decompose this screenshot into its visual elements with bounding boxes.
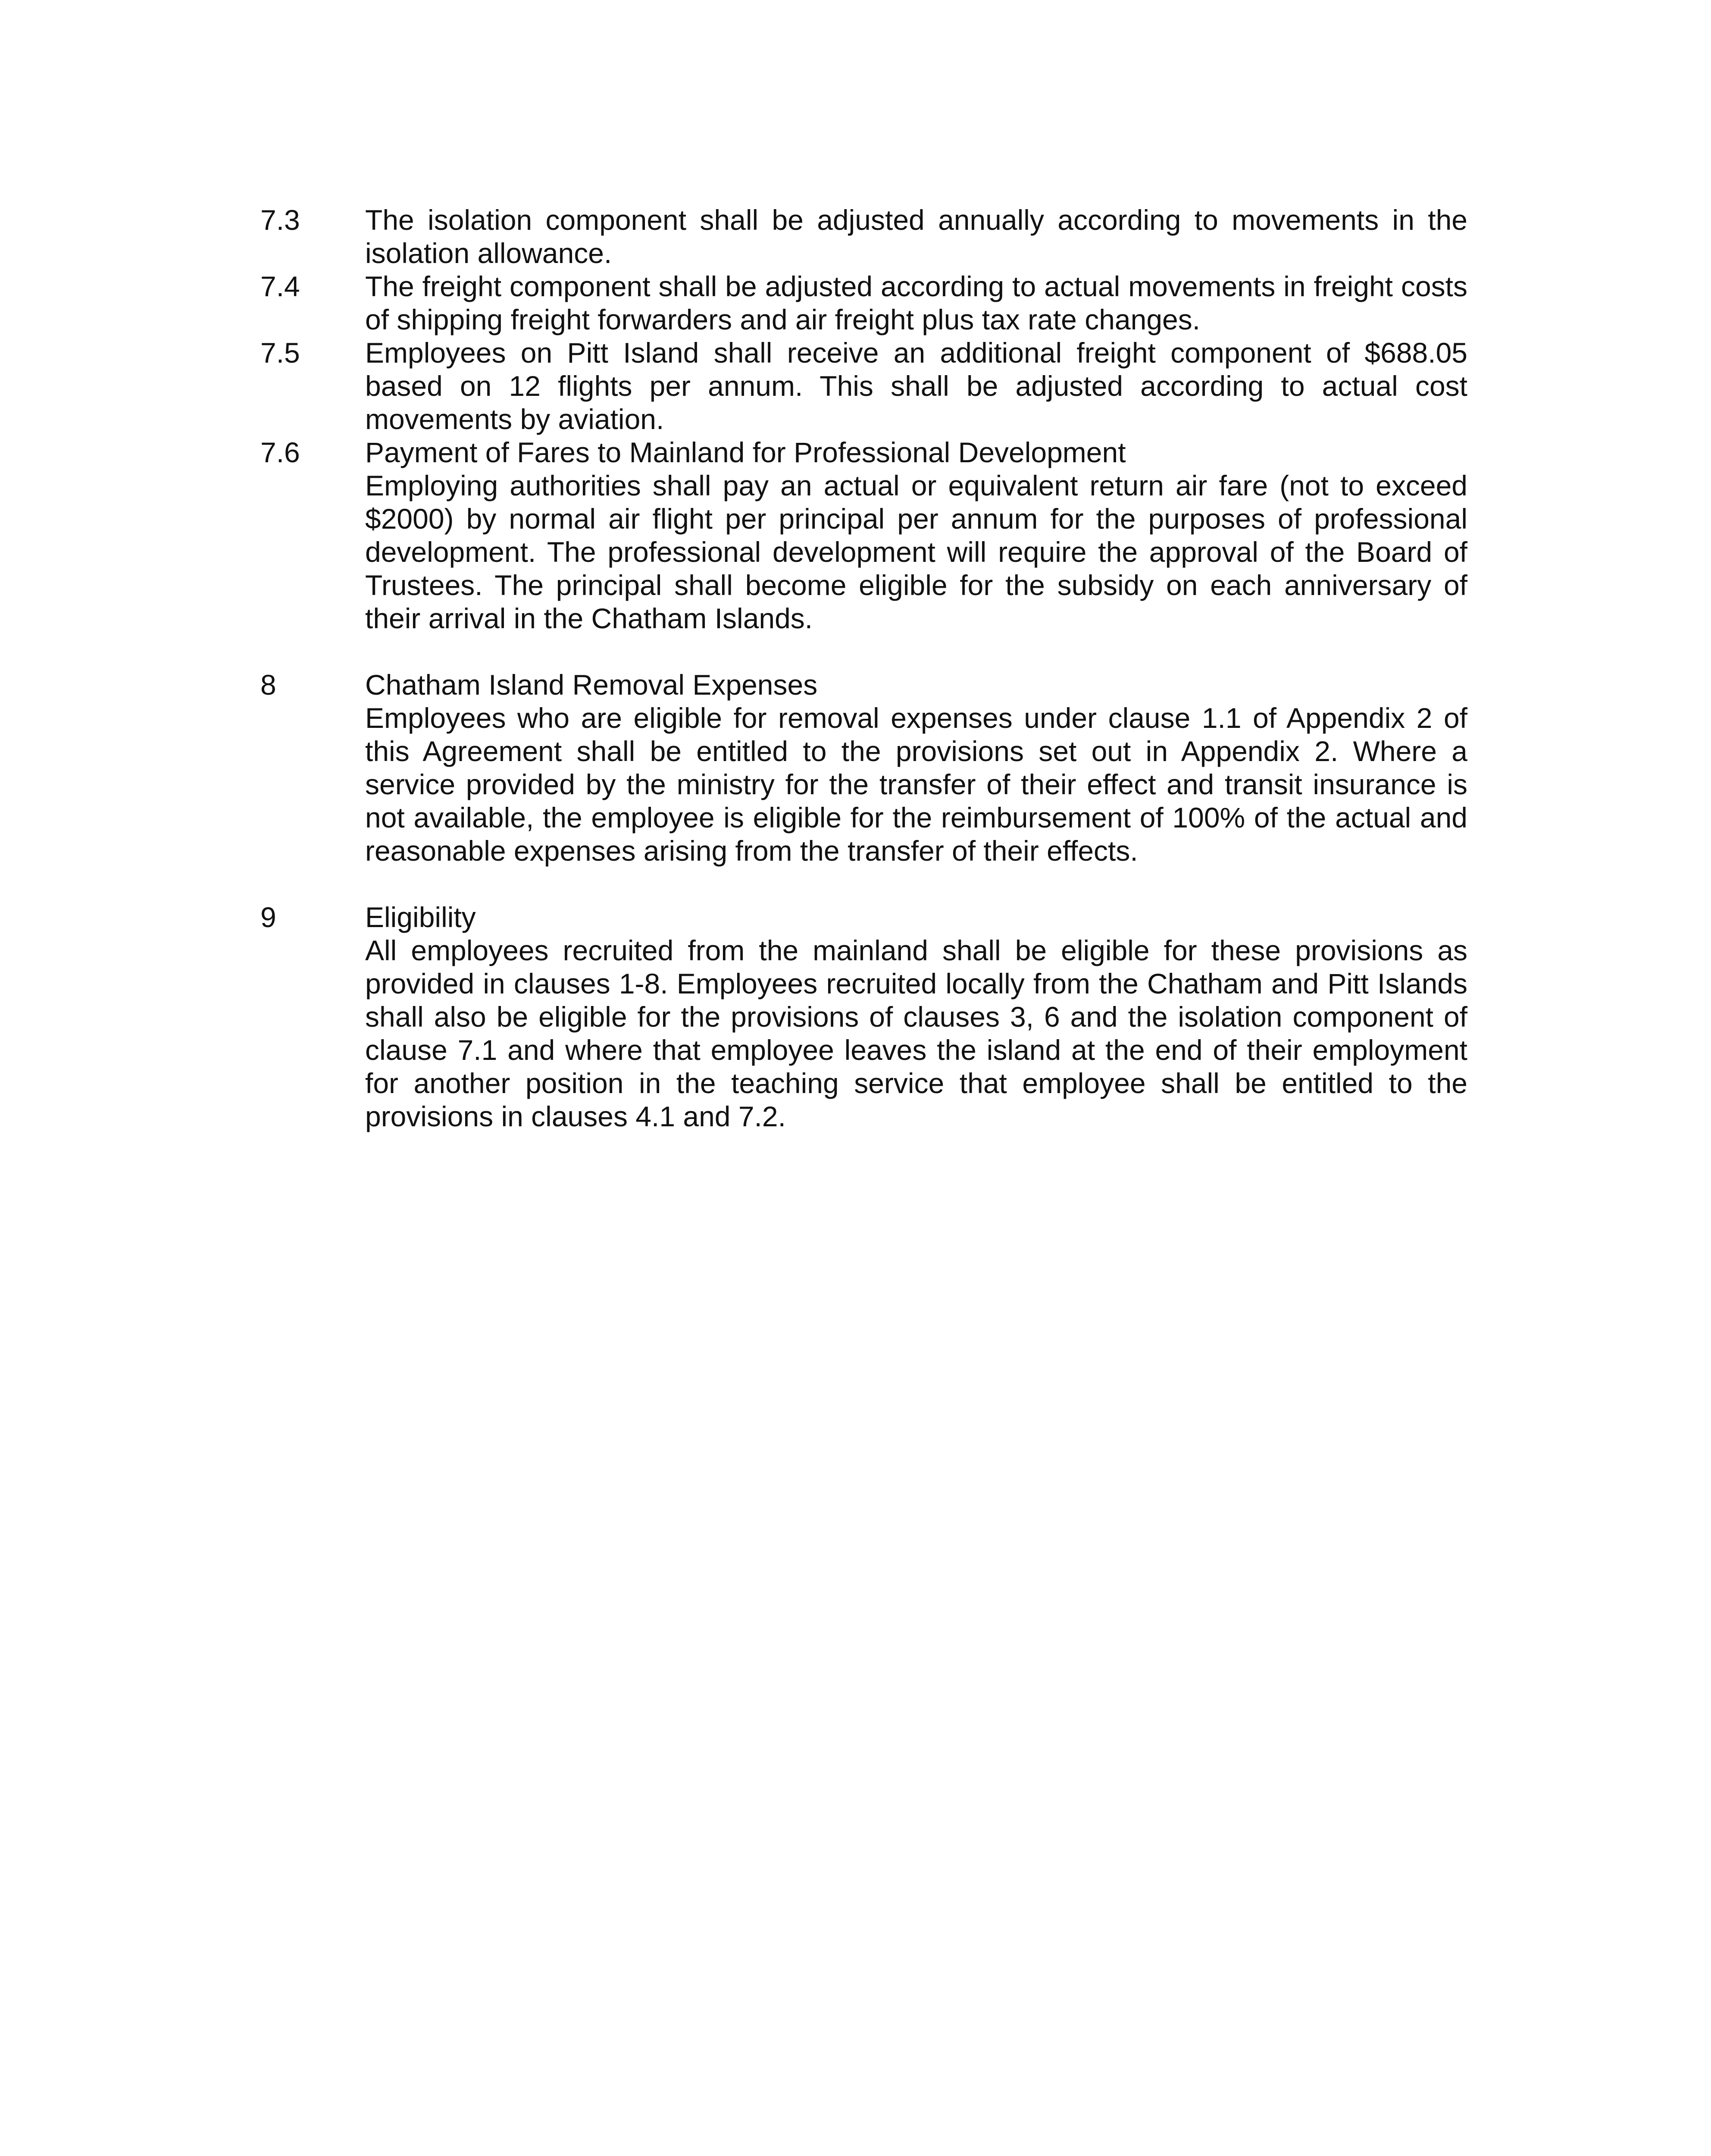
clause-number: 7.3 [260, 204, 300, 236]
clause-text: Employing authorities shall pay an actual or equivalent return air fare (not to exceed $2000) by normal air flight per principal per annum for the purposes of professional development. The professional development will require the approval of the Board of Trustees. The principal shall become eligible for the subsidy on each anniversary of their arrival in the Chatham Islands. [365, 470, 1467, 634]
clause-number: 7.5 [260, 337, 300, 369]
clause-7-5 [260, 336, 1467, 436]
paragraph-spacer [260, 868, 1467, 901]
clause-number: 8 [260, 669, 276, 701]
clause-heading: Payment of Fares to Mainland for Professional Development [365, 436, 1126, 468]
clause-text: The freight component shall be adjusted according to actual movements in freight costs of shipping freight forwarders and air freight plus tax rate changes. [365, 270, 1467, 335]
clause-text: All employees recruited from the mainland shall be eligible for these provisions as provided in clauses 1-8. Employees recruited locally from the Chatham and Pitt Islands shall also be eligible for the provisions of clauses 3, 6 and the isolation component of clause 7.1 and where that employee leaves the island at the end of their employment for another position in the teaching service that employee shall be entitled to the provisions in clauses 4.1 and 7.2. [365, 934, 1467, 1132]
clause-7-4 [260, 270, 1467, 336]
document-body [260, 204, 1467, 1133]
clause-number: 7.4 [260, 270, 300, 302]
clause-heading: Chatham Island Removal Expenses [365, 669, 818, 701]
clause-text: The isolation component shall be adjusted annually according to movements in the isolation allowance. [365, 204, 1467, 269]
clause-text: Employees on Pitt Island shall receive an additional freight component of $688.05 based on 12 flights per annum. This shall be adjusted according to actual cost movements by aviation. [365, 337, 1467, 435]
clause-number: 7.6 [260, 436, 300, 468]
clause-8 [260, 668, 1467, 868]
clause-7-3 [260, 204, 1467, 270]
clause-9 [260, 901, 1467, 1133]
clause-text: Employees who are eligible for removal expenses under clause 1.1 of Appendix 2 of this Agreement shall be entitled to the provisions set out in Appendix 2. Where a service provided by the ministry for the transfer of their effect and transit insurance is not available, the employee is eligible for the reimbursement of 100% of the actual and reasonable expenses arising from the transfer of their effects. [365, 702, 1467, 867]
clause-7-6 [260, 436, 1467, 635]
clause-number: 9 [260, 901, 276, 933]
clause-heading: Eligibility [365, 901, 476, 933]
paragraph-spacer [260, 635, 1467, 668]
